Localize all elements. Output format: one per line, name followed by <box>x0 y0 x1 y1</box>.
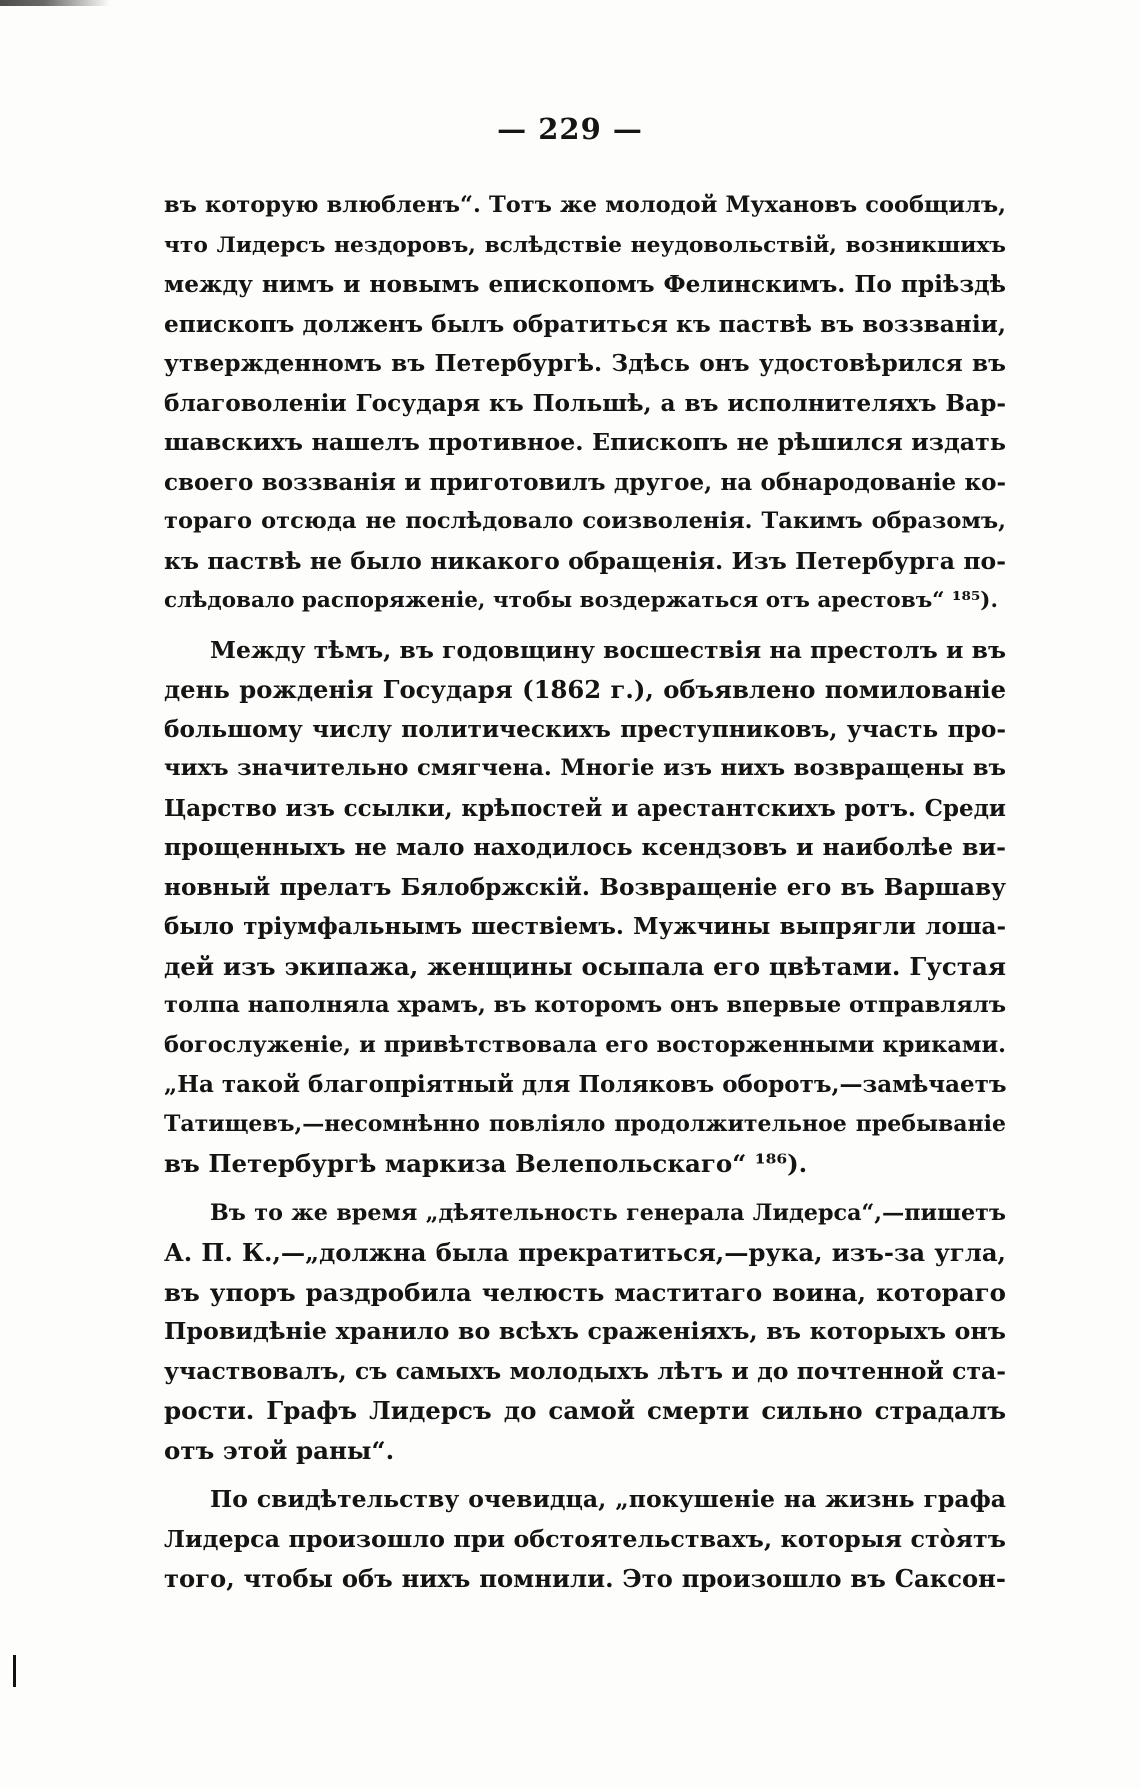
scan-artifact <box>13 1655 16 1687</box>
text-line: Провидѣніе хранило во всѣхъ сраженіяхъ, въ которыхъ онъ <box>164 1317 1006 1345</box>
text-line: отъ этой раны“. <box>164 1435 395 1465</box>
text-line: слѣдовало распоряженіе, чтобы воздержаться отъ арестовъ“ ¹⁸⁵). <box>164 588 998 613</box>
text-line: толпа наполняла храмъ, въ которомъ онъ впервые отправлялъ <box>164 992 1006 1018</box>
text-line: богослуженіе, и привѣтствовала его восторженными криками. <box>164 1031 1006 1058</box>
text-line: между нимъ и новымъ епископомъ Фелинскимъ. По пріѣздѣ <box>164 271 1006 298</box>
paragraph <box>164 1194 1006 1471</box>
text-line: что Лидерсъ нездоровъ, вслѣдствіе неудовольствій, возникшихъ <box>164 232 1006 258</box>
text-line: епископъ долженъ былъ обратиться къ паствѣ въ воззваніи, <box>164 310 1006 338</box>
text-line: того, чтобы объ нихъ помнили. Это произошло въ Саксон- <box>164 1564 1006 1593</box>
paragraph <box>164 1480 1006 1599</box>
text-line: своего воззванія и приготовилъ другое, на обнародованіе ко- <box>164 468 1006 496</box>
text-line: утвержденномъ въ Петербургѣ. Здѣсь онъ удостовѣрился въ <box>164 350 1006 377</box>
text-line: Въ то же время „дѣятельность генерала Лидерса“,—пишетъ <box>210 1199 1006 1226</box>
text-line: благоволеніи Государя къ Польшѣ, а въ исполнителяхъ Вар- <box>164 389 1006 417</box>
text-line: Между тѣмъ, въ годовщину восшествія на престолъ и въ <box>210 635 1006 664</box>
scan-artifact <box>0 0 110 6</box>
text-line: прощенныхъ не мало находилось ксендзовъ и наиболѣе ви- <box>164 833 1006 861</box>
paragraph <box>164 631 1006 1184</box>
text-line: большому числу политическихъ преступниковъ, участь про- <box>164 715 1006 743</box>
text-line: рости. Графъ Лидерсъ до самой смерти сильно страдалъ <box>164 1396 1006 1425</box>
text-line: чихъ значительно смягчена. Многіе изъ нихъ возвращены въ <box>164 755 1006 781</box>
text-line: въ Петербургѣ маркиза Велепольскаго“ ¹⁸⁶). <box>164 1149 808 1178</box>
paragraph <box>164 186 1006 621</box>
text-line: Царство изъ ссылки, крѣпостей и арестантскихъ ротъ. Среди <box>164 794 1006 822</box>
text-line: дей изъ экипажа, женщины осыпала его цвѣтами. Густая <box>164 951 1006 981</box>
text-line: новный прелатъ Бялобржскій. Возвращеніе его въ Варшаву <box>164 873 1006 901</box>
text-line: По свидѣтельству очевидца, „покушеніе на жизнь графа <box>210 1485 1006 1513</box>
text-line: „На такой благопріятный для Поляковъ оборотъ,—замѣчаетъ <box>164 1071 1007 1098</box>
body-text <box>164 186 1006 1599</box>
text-line: къ паствѣ не было никакого обращенія. Изъ Петербурга по- <box>164 546 1006 575</box>
text-line: тораго отсюда не послѣдовало соизволенія. Такимъ образомъ, <box>164 508 1006 534</box>
page-number: — 229 — <box>497 112 643 146</box>
text-line: Лидерса произошло при обстоятельствахъ, которыя стòятъ <box>164 1524 1006 1553</box>
text-line: участвовалъ, съ самыхъ молодыхъ лѣтъ и до почтенной ста- <box>164 1356 1006 1385</box>
text-line: въ которую влюбленъ“. Тотъ же молодой Мухановъ сообщилъ, <box>164 192 1006 218</box>
text-line: Татищевъ,—несомнѣнно повліяло продолжительное пребываніе <box>164 1110 1006 1137</box>
text-line: въ упоръ раздробила челюсть маститаго воина, котораго <box>164 1277 1006 1307</box>
text-line: день рожденія Государя (1862 г.), объявлено помилованіе <box>164 675 1006 704</box>
text-line: шавскихъ нашелъ противное. Епископъ не рѣшился издать <box>164 428 1006 456</box>
text-line: было тріумфальнымъ шествіемъ. Мужчины выпрягли лоша- <box>164 913 1006 940</box>
text-line: А. П. К.,—„должна была прекратиться,—рука, изъ-за угла, <box>164 1238 1006 1267</box>
